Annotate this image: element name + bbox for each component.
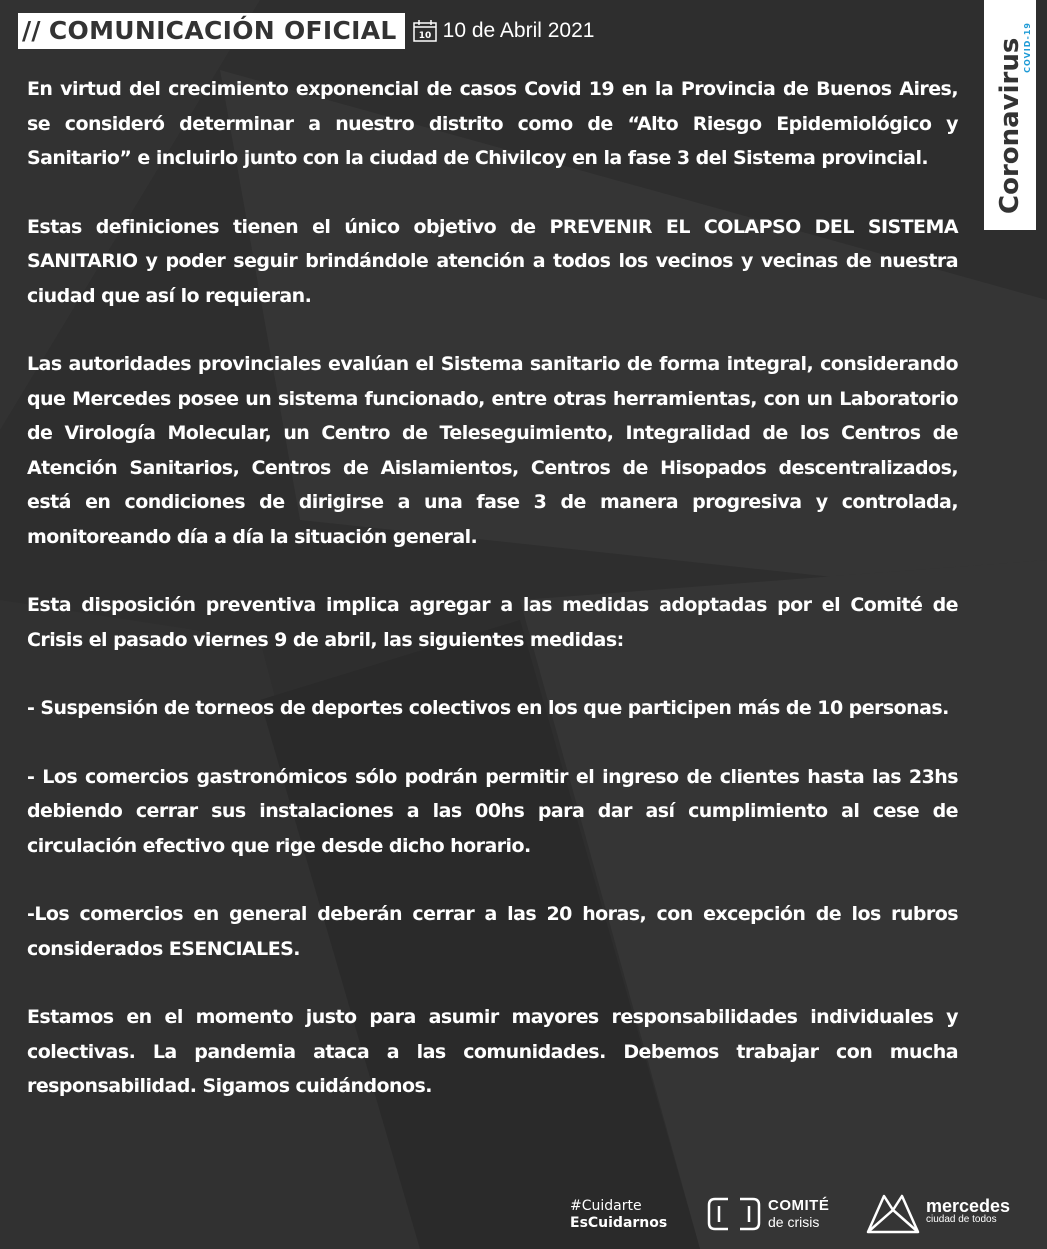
paragraph: En virtud del crecimiento exponencial de casos Covid 19 en la Provincia de Buenos Aires, se consideró determinar a nuestro distrito como de “Alto Riesgo Epidemiológico y Sanitario” e incluirlo junto con la ciudad de Chivilcoy en la fase 3 del Sistema provincial. — [27, 78, 958, 169]
mercedes-m-icon — [866, 1192, 920, 1234]
paragraph: -Los comercios en general deberán cerrar a las 20 horas, con excepción de los rubros considerados ESENCIALES. — [27, 903, 958, 960]
page-title: COMUNICACIÓN OFICIAL — [48, 16, 397, 45]
comite-line-1: COMITÉ — [768, 1197, 830, 1214]
comite-brackets-icon — [706, 1196, 762, 1232]
coronavirus-label: Coronavirus — [995, 37, 1025, 214]
paragraph: Las autoridades provinciales evalúan el Sistema sanitario de forma integral, considerando que Mercedes posee un sistema funcionado, entre otras herramientas, con un Laboratorio de Virología Molecular, un Centro de Teleseguimiento, Integralidad de los Centros de Atención Sanitarios, Centros de Aislamientos, Centros de Hisopados descentralizados, está en condiciones de dirigirse a una fase 3 de manera progresiva y controlada, monitoreando día a día la situación general. — [27, 353, 958, 548]
paragraph: - Suspensión de torneos de deportes colectivos en los que participen más de 10 personas. — [27, 697, 949, 719]
svg-text:10: 10 — [418, 31, 431, 41]
mercedes-line-1: mercedes — [926, 1196, 1011, 1216]
calendar-icon — [413, 20, 437, 42]
header — [18, 13, 594, 49]
announcement-body — [27, 72, 958, 1138]
paragraph: Estas definiciones tienen el único objetivo de PREVENIR EL COLAPSO DEL SISTEMA SANITARIO y poder seguir brindándole atención a todos los vecinos y vecinas de nuestra ciudad que así lo requieran. — [27, 215, 958, 307]
title-box — [18, 13, 405, 49]
paragraph: - Los comercios gastronómicos sólo podrán permitir el ingreso de clientes hasta las 23hs debiendo cerrar sus instalaciones a las 00hs para dar así cumplimiento al cese de circulación efectivo que rige desde dicho horario. — [27, 765, 958, 857]
coronavirus-tab — [984, 0, 1036, 230]
footer — [0, 1190, 1047, 1240]
paragraph: Estamos en el momento justo para asumir mayores responsabilidades individuales y colectivas. La pandemia ataca a las comunidades. Debemos trabajar con mucha responsabilidad. Sigamos cuidándonos. — [27, 1006, 958, 1097]
date-label: 10 de Abril 2021 — [442, 19, 595, 42]
covid-label: COVID-19 — [1023, 22, 1032, 73]
coronavirus-label-wrap — [984, 0, 1036, 230]
mercedes-line-2: ciudad de todos — [926, 1214, 997, 1225]
paragraph: Esta disposición preventiva implica agregar a las medidas adoptadas por el Comité de Crisis el pasado viernes 9 de abril, las siguientes medidas: — [27, 594, 958, 651]
comite-line-2: de crisis — [768, 1214, 820, 1230]
mercedes-logo — [866, 1192, 1010, 1234]
hashtag-line-2: EsCuidarnos — [570, 1215, 668, 1231]
title-slashes: // — [22, 16, 41, 45]
hashtag-line-1: #Cuidarte — [570, 1198, 642, 1214]
hashtag — [570, 1198, 667, 1232]
comite-logo — [706, 1196, 829, 1232]
